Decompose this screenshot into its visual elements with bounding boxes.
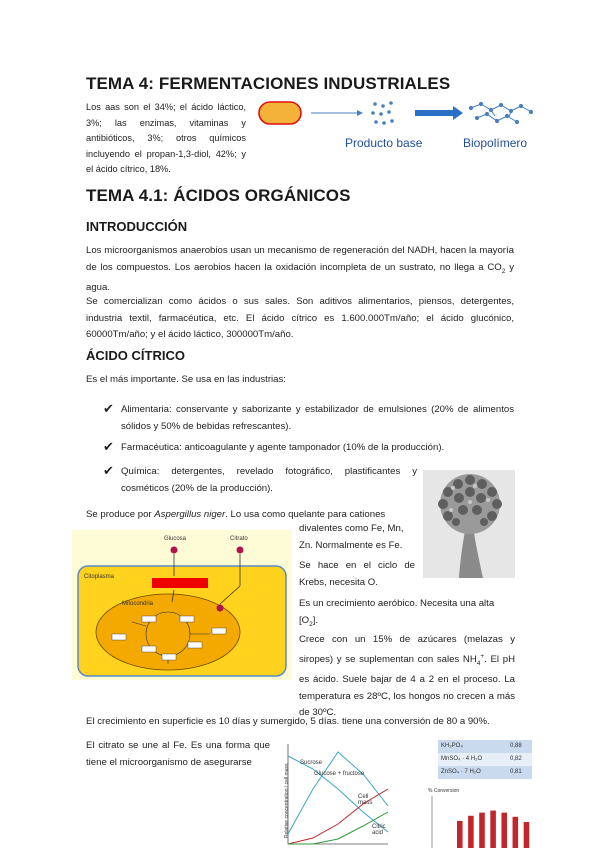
mitochondria-label: Mitocondria — [122, 601, 154, 607]
cationes-continuation: divalentes como Fe, Mn, Zn. Normalmente es Fe. — [299, 523, 404, 551]
polymer-chain-icon — [469, 102, 532, 123]
krebs-cell-svg — [72, 530, 292, 680]
citrate-out-label: Citrato — [230, 536, 248, 542]
concentration-chart — [276, 740, 396, 848]
table-row — [438, 766, 532, 779]
conversion-bar — [457, 821, 463, 848]
salts-table — [438, 740, 532, 780]
tema41-paragraph-1: Los microorganismos anaerobios usan un mecanismo de regeneración del NADH, hacen la mayoría de los compuestos. Los aerobios hacen la oxidación incompleta de un sustrato, no llega a $CO_2$ y agua. — [86, 245, 514, 293]
label-sucrose: Sucrose — [300, 760, 323, 766]
conversion-chart-svg — [424, 786, 536, 848]
produce-por: Se produce por Aspergillus niger. Lo usa como quelante para cationes — [86, 509, 386, 520]
conversion-bar — [479, 813, 485, 848]
introduccion-heading: INTRODUCCIÓN — [86, 219, 188, 234]
table-value: 0,88 — [510, 743, 522, 749]
label-citric: Citric acid — [372, 824, 386, 836]
tema4-intro: Los aas son el 34%; el ácido láctico, 3%; las enzimas, vitaminas y antibióticos, 3%; otros químicos incluyendo el propan-1,3-diol, 42%; y el ácido cítrico, 18%. — [86, 102, 246, 174]
citrato-text: El citrato se une al Fe. Es una forma que tiene el microorganismo de asegurarse — [86, 740, 270, 768]
table-value: 0,81 — [510, 769, 522, 775]
biopolimero-label: Biopolímero — [463, 136, 528, 150]
krebs-cell-diagram — [72, 530, 292, 680]
tema4-title: TEMA 4: FERMENTACIONES INDUSTRIALES — [86, 74, 451, 93]
conversion-bar — [490, 811, 496, 848]
transporter-icon — [171, 547, 178, 554]
transporter-icon — [237, 547, 244, 554]
glucose-label: Glucosa — [164, 536, 187, 542]
growth-text: Crece con un 15% de azúcares (melazas y siropes) y se suplementan con sales $NH_4^+$. El pH es ácido. Suele bajar de 4 a 2 en el proceso. La temperatura es 28ºC, los hongos no crecen a más de 30ºC. — [299, 634, 515, 719]
bullet-farmaceutica: Farmacéutica: anticoagulante y agente tamponador (10% de la producción). — [121, 442, 445, 453]
label-cell-mass: Cell mass — [358, 794, 373, 806]
check-icon: ✔ — [103, 439, 114, 454]
table-compound: ZnSO₄ · 7 H₂O — [441, 769, 481, 775]
thick-arrow-icon — [415, 106, 463, 120]
surface-text: El crecimiento en superficie es 10 días y sumergido, 5 días. tiene una conversión de 80 a 90%. — [86, 716, 490, 727]
conversion-bar — [468, 816, 474, 848]
tema41-title: TEMA 4.1: ÁCIDOS ORGÁNICOS — [86, 186, 351, 205]
cytosol-label: Citoplasma — [84, 574, 115, 580]
aspergillus-image — [423, 470, 515, 578]
monomer-dots-icon — [371, 101, 394, 125]
label-glucose: Glucose + fructose — [314, 771, 365, 777]
chart-ylabel: Relative concentration / cell mass — [284, 763, 290, 838]
krebs-text: Se hace en el ciclo de Krebs, necesita O. — [299, 560, 415, 588]
aspergillus-photo — [423, 470, 515, 578]
conversion-chart-title: % Conversion — [428, 788, 460, 794]
bullet-alimentaria: Alimentaria: conservante y saborizante y estabilizador de emulsiones (20% de alimentos sólidos y 50% de bebidas refrescantes). — [121, 404, 514, 432]
citrico-lead: Es el más importante. Se usa en las industrias: — [86, 374, 286, 385]
conversion-bar — [513, 817, 519, 848]
bullet-quimica: Química: detergentes, revelado fotográfico, plastificantes y cosméticos (20% de la producción). — [121, 466, 417, 494]
table-compound: KH₂PO₄ — [441, 743, 463, 749]
table-row — [438, 740, 532, 753]
cell-capsule-icon — [259, 102, 301, 124]
producto-base-label: Producto base — [345, 136, 423, 150]
check-icon: ✔ — [103, 463, 114, 478]
enzyme-box — [152, 578, 208, 588]
conversion-chart — [424, 786, 536, 848]
acido-citrico-heading: ÁCIDO CÍTRICO — [86, 348, 185, 363]
transporter-icon — [217, 605, 224, 612]
table-value: 0,82 — [510, 756, 522, 762]
tema41-paragraph-2: Se comercializan como ácidos o sus sales. Son aditivos alimentarios, piensos, detergentes, industria textil, farmacéutica, etc. El ácido cítrico es 1.600.000Tm/año; el ácido glucónico, 60000Tm/año; y el ácido láctico, 300000Tm/año. — [86, 296, 514, 340]
check-icon: ✔ — [103, 401, 114, 416]
fermentation-diagram — [255, 94, 545, 156]
table-compound: MnSO₄ · 4 H₂O — [441, 756, 483, 762]
aerobic-text: Es un crecimiento aeróbico. Necesita una alta $[O_2]$. — [299, 598, 495, 628]
table-row — [438, 753, 532, 766]
conversion-bar — [524, 822, 530, 848]
conversion-bar — [501, 813, 507, 848]
